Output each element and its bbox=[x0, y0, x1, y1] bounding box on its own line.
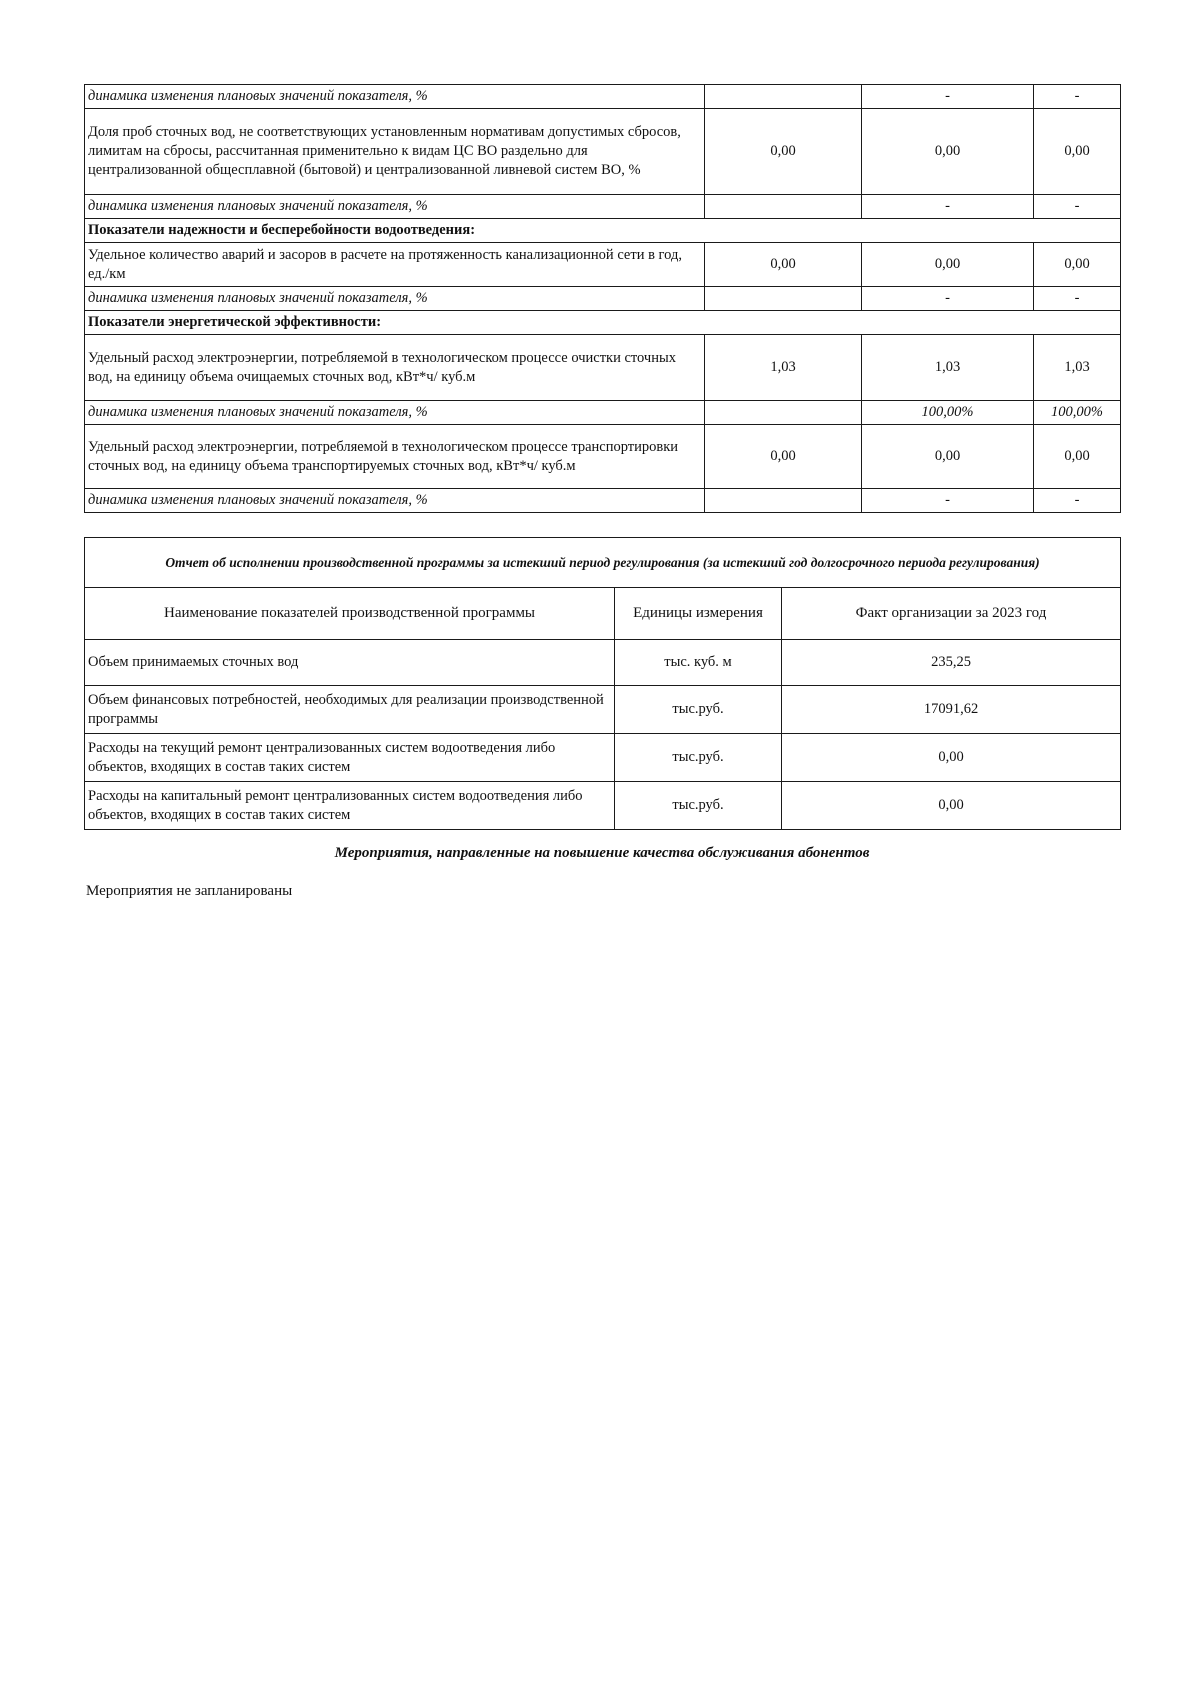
cell-empty bbox=[705, 287, 862, 311]
measures-note: Мероприятия не запланированы bbox=[86, 883, 293, 899]
table-row bbox=[85, 195, 1121, 219]
cell-value: 0,00 bbox=[862, 109, 1034, 195]
table-row bbox=[85, 287, 1121, 311]
table-row bbox=[85, 425, 1121, 489]
cell-value: 1,03 bbox=[705, 335, 862, 401]
section-header-row bbox=[85, 219, 1121, 243]
cell-value: 235,25 bbox=[782, 640, 1121, 686]
column-header: Наименование показателей производственной программы bbox=[85, 588, 615, 640]
column-header: Единицы измерения bbox=[615, 588, 782, 640]
report-table bbox=[84, 537, 1121, 830]
row-label: Удельный расход электроэнергии, потребляемой в технологическом процессе очистки сточных вод, на единицу объема очищаемых сточных вод, кВт*ч/ куб.м bbox=[85, 335, 705, 401]
header-row bbox=[85, 588, 1121, 640]
cell-empty bbox=[705, 401, 862, 425]
table-row bbox=[85, 243, 1121, 287]
cell-empty bbox=[705, 195, 862, 219]
row-label: динамика изменения плановых значений показателя, % bbox=[85, 287, 705, 311]
cell-value: - bbox=[1034, 195, 1121, 219]
row-label: Объем финансовых потребностей, необходимых для реализации производственной программы bbox=[85, 686, 615, 734]
cell-value: 1,03 bbox=[1034, 335, 1121, 401]
row-label: Расходы на капитальный ремонт централизованных систем водоотведения либо объектов, входящих в состав таких систем bbox=[85, 782, 615, 830]
table-row bbox=[85, 489, 1121, 513]
table-row bbox=[85, 734, 1121, 782]
row-label: Удельное количество аварий и засоров в расчете на протяженность канализационной сети в год, ед./км bbox=[85, 243, 705, 287]
report-caption: Отчет об исполнении производственной программы за истекший период регулирования (за истекший год долгосрочного периода регулирования) bbox=[85, 538, 1121, 588]
unit-cell: тыс.руб. bbox=[615, 734, 782, 782]
unit-cell: тыс.руб. bbox=[615, 686, 782, 734]
cell-value: 0,00 bbox=[1034, 243, 1121, 287]
section-title: Показатели энергетической эффективности: bbox=[85, 311, 1121, 335]
indicators-table bbox=[84, 84, 1121, 513]
column-header: Факт организации за 2023 год bbox=[782, 588, 1121, 640]
cell-value: 0,00 bbox=[1034, 109, 1121, 195]
row-label: Объем принимаемых сточных вод bbox=[85, 640, 615, 686]
cell-value: - bbox=[862, 489, 1034, 513]
cell-value: 0,00 bbox=[782, 782, 1121, 830]
cell-value: 0,00 bbox=[705, 109, 862, 195]
cell-value: 0,00 bbox=[705, 243, 862, 287]
table-row bbox=[85, 640, 1121, 686]
row-label: Удельный расход электроэнергии, потребляемой в технологическом процессе транспортировки сточных вод, на единицу объема транспортируемых сточных вод, кВт*ч/ куб.м bbox=[85, 425, 705, 489]
cell-value: - bbox=[1034, 489, 1121, 513]
table-row bbox=[85, 109, 1121, 195]
row-label: Доля проб сточных вод, не соответствующих установленным нормативам допустимых сбросов, лимитам на сбросы, рассчитанная применительно к видам ЦС ВО раздельно для централизованной общесплавной (бытовой) и централизованной ливневой систем ВО, % bbox=[85, 109, 705, 195]
cell-value: 100,00% bbox=[862, 401, 1034, 425]
cell-value: - bbox=[1034, 287, 1121, 311]
cell-empty bbox=[705, 85, 862, 109]
row-label: динамика изменения плановых значений показателя, % bbox=[85, 401, 705, 425]
cell-value: - bbox=[862, 195, 1034, 219]
cell-value: 1,03 bbox=[862, 335, 1034, 401]
cell-value: 0,00 bbox=[705, 425, 862, 489]
cell-value: 0,00 bbox=[862, 425, 1034, 489]
cell-value: 0,00 bbox=[862, 243, 1034, 287]
row-label: динамика изменения плановых значений показателя, % bbox=[85, 489, 705, 513]
unit-cell: тыс.руб. bbox=[615, 782, 782, 830]
row-label: Расходы на текущий ремонт централизованных систем водоотведения либо объектов, входящих в состав таких систем bbox=[85, 734, 615, 782]
table-row bbox=[85, 401, 1121, 425]
section-title: Показатели надежности и бесперебойности водоотведения: bbox=[85, 219, 1121, 243]
cell-value: 17091,62 bbox=[782, 686, 1121, 734]
cell-empty bbox=[705, 489, 862, 513]
section-header-row bbox=[85, 311, 1121, 335]
row-label: динамика изменения плановых значений показателя, % bbox=[85, 85, 705, 109]
table-row bbox=[85, 335, 1121, 401]
cell-value: 100,00% bbox=[1034, 401, 1121, 425]
unit-cell: тыс. куб. м bbox=[615, 640, 782, 686]
table-row bbox=[85, 686, 1121, 734]
row-label: динамика изменения плановых значений показателя, % bbox=[85, 195, 705, 219]
cell-value: 0,00 bbox=[782, 734, 1121, 782]
cell-value: - bbox=[862, 287, 1034, 311]
cell-value: - bbox=[1034, 85, 1121, 109]
cell-value: 0,00 bbox=[1034, 425, 1121, 489]
cell-value: - bbox=[862, 85, 1034, 109]
table-row bbox=[85, 85, 1121, 109]
table-row bbox=[85, 782, 1121, 830]
measures-heading: Мероприятия, направленные на повышение качества обслуживания абонентов bbox=[334, 845, 870, 861]
caption-row bbox=[85, 538, 1121, 588]
